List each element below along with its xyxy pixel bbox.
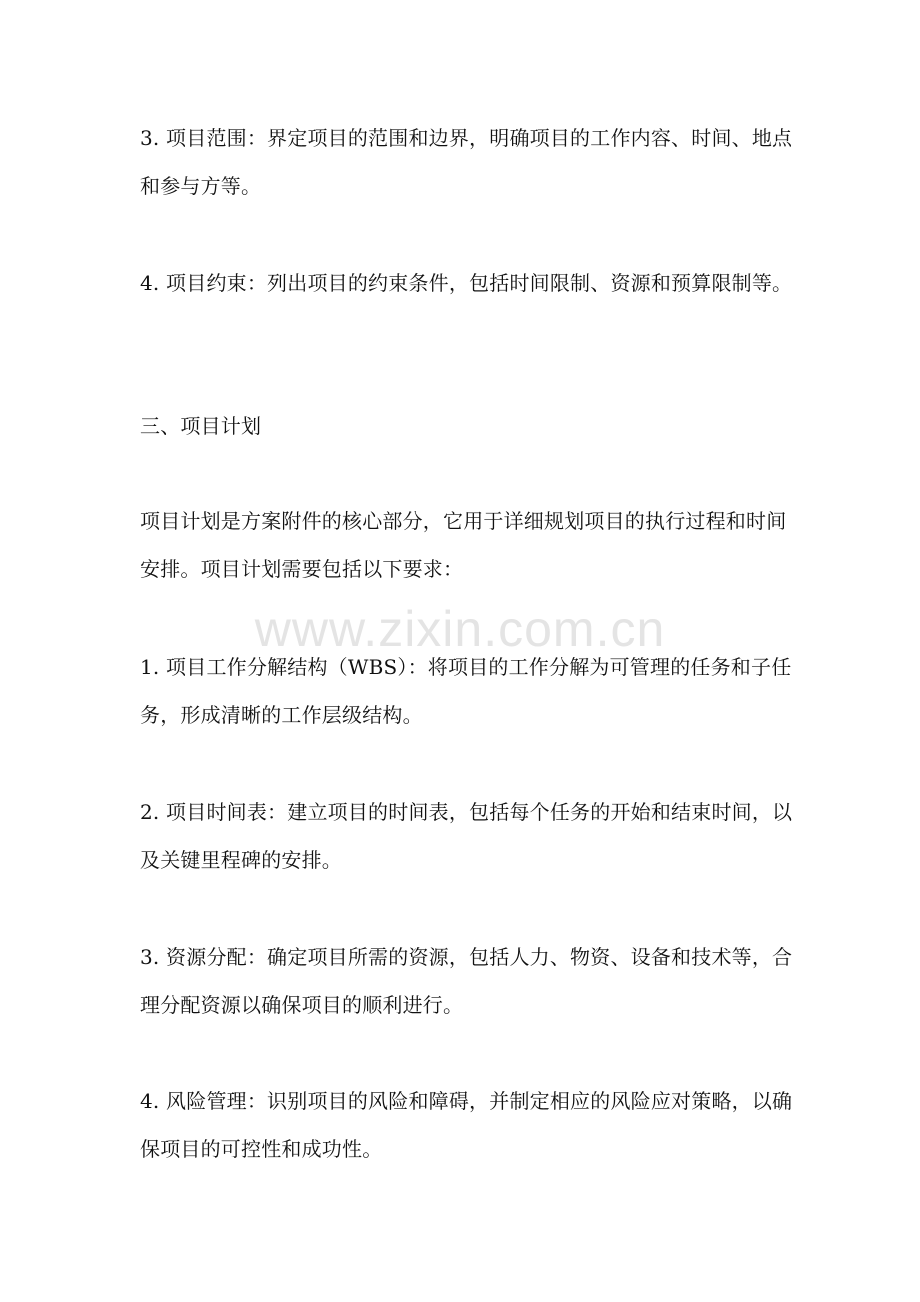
paragraph-plan-intro: 项目计划是方案附件的核心部分，它用于详细规划项目的执行过程和时间安排。项目计划需要包括以下要求：	[140, 509, 787, 581]
paragraph-risk-management: 4. 风险管理：识别项目的风险和障碍，并制定相应的风险应对策略，以确保项目的可控性和成功性。	[140, 1089, 793, 1161]
paragraph-project-constraints: 4. 项目约束：列出项目的约束条件，包括时间限制、资源和预算限制等。	[140, 271, 793, 295]
paragraph-timeline: 2. 项目时间表：建立项目的时间表，包括每个任务的开始和结束时间，以及关键里程碑的安排。	[140, 800, 793, 872]
paragraph-resource-allocation: 3. 资源分配：确定项目所需的资源，包括人力、物资、设备和技术等，合理分配资源以确保项目的顺利进行。	[140, 945, 793, 1017]
paragraph-wbs: 1. 项目工作分解结构（WBS）：将项目的工作分解为可管理的任务和子任务，形成清晰的工作层级结构。	[140, 655, 792, 727]
section-heading-project-plan: 三、项目计划	[140, 414, 262, 438]
watermark: www.zixin.com.cn	[254, 601, 666, 657]
paragraph-project-scope: 3. 项目范围：界定项目的范围和边界，明确项目的工作内容、时间、地点和参与方等。	[140, 126, 793, 198]
